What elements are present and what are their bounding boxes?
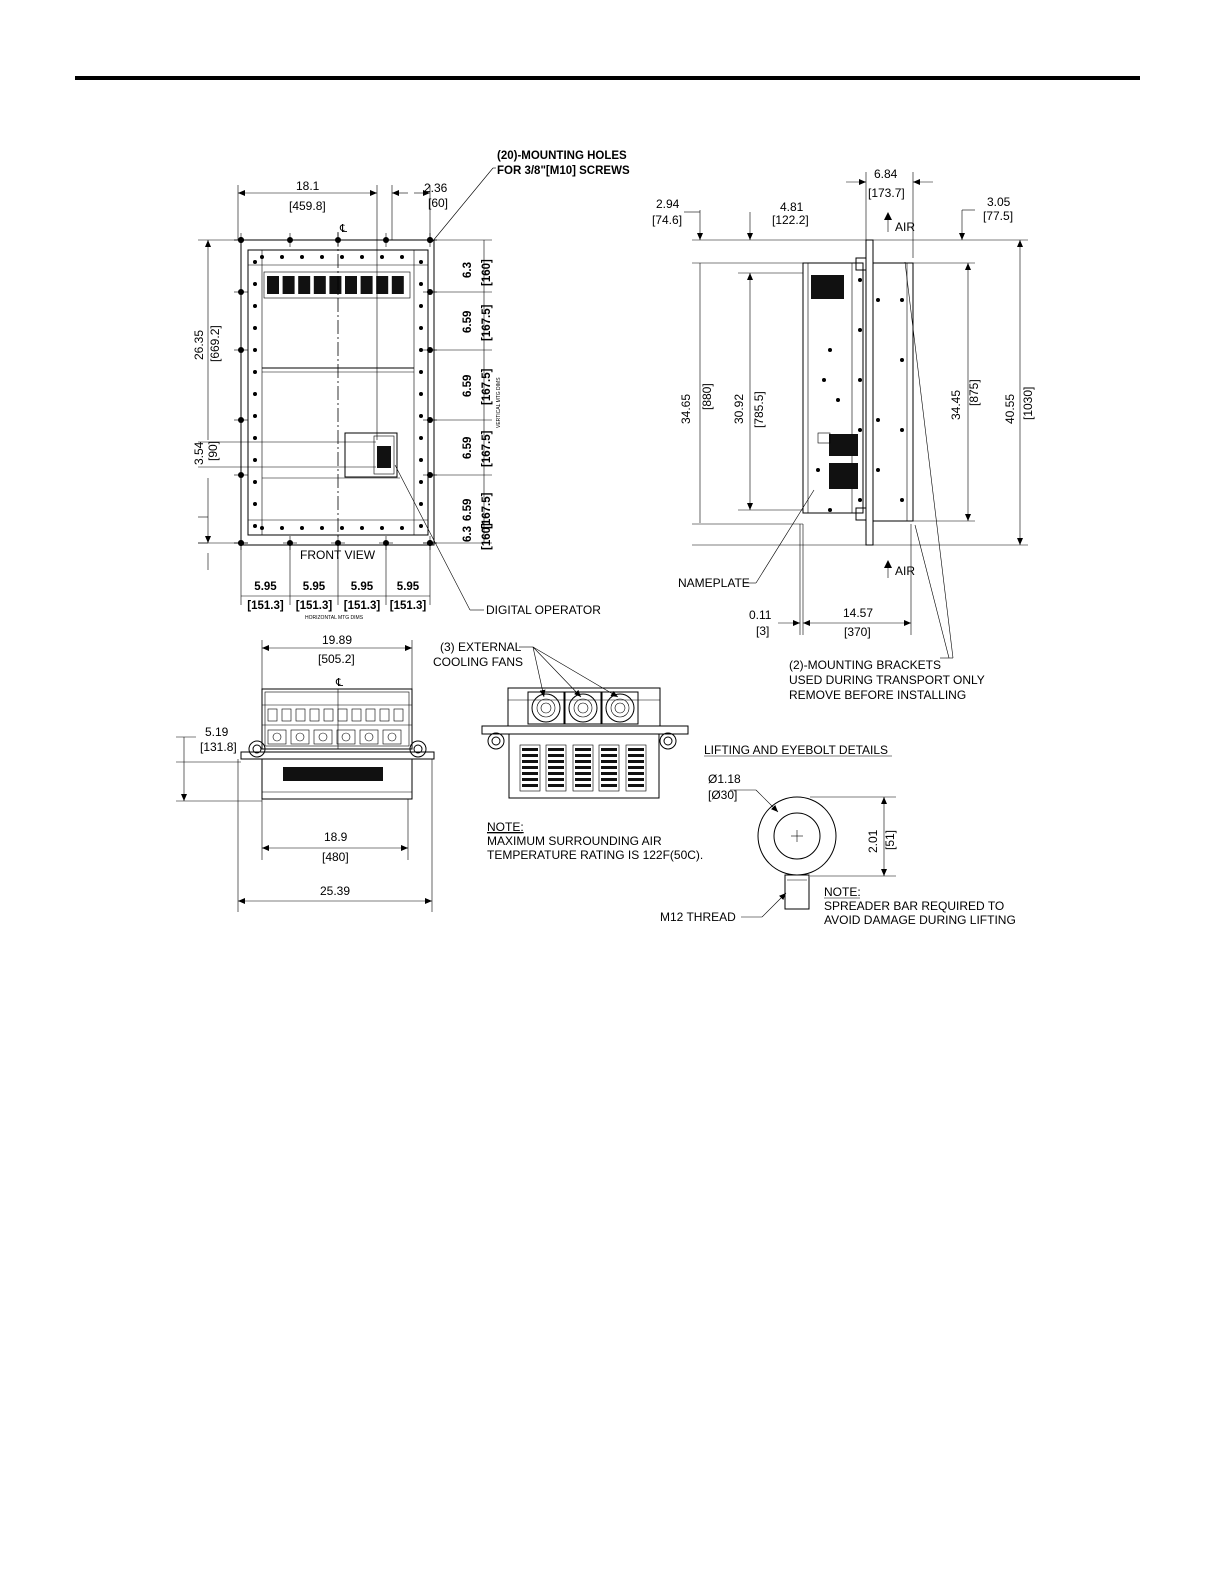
horizontal-pitch-dims <box>247 581 426 612</box>
air-bottom-label: AIR <box>895 564 916 578</box>
screw-dot <box>380 526 384 530</box>
front-width-in: 18.1 <box>296 179 320 193</box>
component <box>296 709 305 721</box>
side-h1-mm: [880] <box>700 383 714 410</box>
fan-housing <box>602 692 638 724</box>
screw-dot <box>320 526 324 530</box>
side-fastener <box>822 378 826 382</box>
horizontal-pitch-mm: [151.3] <box>247 600 284 612</box>
bottom-centerline: ℄ <box>336 677 344 689</box>
side-h1-in: 34.65 <box>679 393 693 424</box>
side-h4-in: 40.55 <box>1003 393 1017 424</box>
vertical-pitch-mm: [167.5] <box>481 492 493 529</box>
vertical-pitch-mm: [160] <box>481 523 493 550</box>
screw-dot <box>253 326 257 330</box>
bottom-top-in: 19.89 <box>322 633 353 647</box>
vertical-pitch-in: 6.59 <box>462 498 474 521</box>
side-fastener <box>900 428 904 432</box>
screw-dot <box>360 255 364 259</box>
bottom-inner-mm: [480] <box>322 850 349 864</box>
side-fastener <box>900 298 904 302</box>
eyebolt-dia-mm: [Ø30] <box>708 788 738 802</box>
side-fastener <box>836 398 840 402</box>
side-fastener <box>876 298 880 302</box>
brackets-line1: (2)-MOUNTING BRACKETS <box>789 658 942 672</box>
terminal-block <box>314 730 332 744</box>
vertical-pitch-dims <box>432 240 493 550</box>
screw-dot <box>320 255 324 259</box>
horizontal-pitch-mm: [151.3] <box>295 600 333 612</box>
eyebolt-title: LIFTING AND EYEBOLT DETAILS <box>704 743 889 757</box>
component <box>282 709 291 721</box>
eyebolt-note-line1: SPREADER BAR REQUIRED TO <box>824 899 1005 913</box>
front-offset-mm: [60] <box>428 196 449 210</box>
vent-slot <box>361 276 373 294</box>
screw-dot <box>340 526 344 530</box>
screw-dot <box>419 260 423 264</box>
screw-dot <box>419 480 423 484</box>
screw-dot <box>253 436 257 440</box>
screw-dot <box>253 370 257 374</box>
side-h3-in: 34.45 <box>949 389 963 420</box>
screw-dot <box>419 348 423 352</box>
horizontal-pitch-mm: [151.3] <box>343 600 381 612</box>
component <box>380 709 389 721</box>
component <box>324 709 333 721</box>
fans-note-line2: TEMPERATURE RATING IS 122F(50C). <box>487 848 704 862</box>
vent-slot <box>329 276 341 294</box>
vent-slot <box>314 276 326 294</box>
screw-dot <box>419 326 423 330</box>
side-fastener <box>858 378 862 382</box>
screw-dot <box>419 414 423 418</box>
bottom-inner-in: 18.9 <box>324 830 348 844</box>
screw-dot <box>253 502 257 506</box>
fans-note-line1: MAXIMUM SURROUNDING AIR <box>487 834 662 848</box>
vent-slot <box>298 276 310 294</box>
screw-dot <box>253 458 257 462</box>
screw-dot <box>300 526 304 530</box>
screw-dot <box>400 255 404 259</box>
side-d2-mm: [74.6] <box>652 213 683 227</box>
screw-dot <box>253 392 257 396</box>
front-view-label: FRONT VIEW <box>300 548 376 562</box>
fans-vent-slots <box>520 745 646 791</box>
side-h3-mm: [875] <box>967 379 981 406</box>
vertical-mtg-note: VERTICAL MTG DIMS <box>496 377 502 428</box>
fans-label-line1: (3) EXTERNAL <box>440 640 522 654</box>
side-fastener <box>858 278 862 282</box>
bottom-components <box>268 709 403 744</box>
terminal-block <box>360 730 378 744</box>
screw-dot <box>253 304 257 308</box>
vertical-pitch-mm: [167.5] <box>481 304 493 341</box>
side-fastener <box>828 508 832 512</box>
vent-slot <box>392 276 404 294</box>
side-h2-mm: [785.5] <box>752 391 766 428</box>
screw-dot <box>360 526 364 530</box>
screw-dot <box>253 480 257 484</box>
front-view <box>192 150 630 621</box>
screw-dot <box>253 282 257 286</box>
component <box>310 709 319 721</box>
vertical-pitch-mm: [167.5] <box>481 430 493 467</box>
screw-dot <box>253 414 257 418</box>
mounting-holes-line1: (20)-MOUNTING HOLES <box>497 150 627 162</box>
terminal-block <box>291 730 309 744</box>
eyebolt-h-mm: [51] <box>883 829 897 850</box>
screw-dot <box>419 370 423 374</box>
vent-slot <box>345 276 357 294</box>
side-d4-mm: [77.5] <box>983 209 1014 223</box>
side-d3-mm: [122.2] <box>772 213 809 227</box>
nameplate-label: NAMEPLATE <box>678 576 750 590</box>
eyebolt-thread-label: M12 THREAD <box>660 910 736 924</box>
side-b2-mm: [370] <box>844 625 871 639</box>
side-fastener <box>900 358 904 362</box>
side-fastener <box>858 428 862 432</box>
screw-dot <box>380 255 384 259</box>
component <box>394 709 403 721</box>
front-height-mm: [669.2] <box>208 325 222 362</box>
air-top-label: AIR <box>895 220 916 234</box>
front-centerline-symbol: ℄ <box>340 223 348 235</box>
air-top-arrow <box>884 212 892 220</box>
brackets-line3: REMOVE BEFORE INSTALLING <box>789 688 967 702</box>
fan-housing <box>528 692 564 724</box>
component <box>268 709 277 721</box>
screw-dot <box>340 255 344 259</box>
eyebolt-note-title: NOTE: <box>824 885 861 899</box>
screw-dot <box>253 348 257 352</box>
bottom-depth-in: 5.19 <box>205 725 229 739</box>
vertical-pitch-mm: [160] <box>481 259 493 286</box>
operator-offset-in: 3.54 <box>192 441 206 465</box>
component <box>338 709 347 721</box>
fan-icon <box>569 694 597 722</box>
screw-dot <box>400 526 404 530</box>
screw-dot <box>419 436 423 440</box>
screw-dot <box>253 524 257 528</box>
vent-slot <box>376 276 388 294</box>
fans-label-line2: COOLING FANS <box>433 655 524 669</box>
screw-dot <box>260 255 264 259</box>
screw-dot <box>253 260 257 264</box>
side-b1-mm: [3] <box>756 624 770 638</box>
side-fastener <box>816 468 820 472</box>
screw-dot <box>280 255 284 259</box>
screw-dot <box>419 304 423 308</box>
vertical-pitch-in: 6.59 <box>462 310 474 333</box>
horizontal-pitch-in: 5.95 <box>396 581 420 593</box>
side-b1-in: 0.11 <box>749 608 772 622</box>
side-fastener <box>876 418 880 422</box>
cooling-fans <box>528 692 638 724</box>
screw-dot <box>419 282 423 286</box>
vent-slot <box>267 276 279 294</box>
side-d1-mm: [173.7] <box>868 186 905 200</box>
screw-dot <box>260 526 264 530</box>
fan-housing <box>565 692 601 724</box>
vertical-pitch-in: 6.3 <box>462 526 474 542</box>
horizontal-pitch-in: 5.95 <box>254 581 277 593</box>
side-d4-in: 3.05 <box>987 195 1011 209</box>
brackets-line2: USED DURING TRANSPORT ONLY <box>789 673 985 687</box>
screw-dot <box>419 458 423 462</box>
operator-offset-mm: [90] <box>206 440 220 461</box>
fan-icon <box>606 694 634 722</box>
terminal-block <box>383 730 401 744</box>
side-d3-in: 4.81 <box>780 200 804 214</box>
bottom-top-mm: [505.2] <box>318 652 355 666</box>
side-view <box>652 167 1035 702</box>
front-height-in: 26.35 <box>192 329 206 360</box>
fan-icon <box>532 694 560 722</box>
horizontal-pitch-mm: [151.3] <box>389 600 427 612</box>
vertical-pitch-in: 6.3 <box>462 262 474 278</box>
side-h2-in: 30.92 <box>732 393 746 424</box>
vertical-pitch-in: 6.59 <box>462 374 474 397</box>
bottom-flange <box>241 752 434 759</box>
eyebolt-detail <box>660 743 1016 927</box>
vertical-pitch-in: 6.59 <box>462 436 474 459</box>
front-vent-grille <box>267 276 404 294</box>
bottom-view <box>176 633 434 912</box>
eyebolt-h-in: 2.01 <box>866 829 880 853</box>
side-fastener <box>900 498 904 502</box>
terminal-block <box>337 730 355 744</box>
eyebolt-dia-in: Ø1.18 <box>708 772 741 786</box>
front-offset-in: 2.36 <box>424 181 448 195</box>
digital-operator-label: DIGITAL OPERATOR <box>486 603 601 617</box>
fans-note-title: NOTE: <box>487 820 524 834</box>
screw-dot <box>280 526 284 530</box>
side-b2-in: 14.57 <box>843 606 874 620</box>
fans-view <box>433 640 703 862</box>
horizontal-pitch-in: 5.95 <box>302 581 326 593</box>
vertical-pitch-mm: [167.5] <box>481 368 493 405</box>
terminal-block <box>268 730 286 744</box>
side-fastener <box>876 468 880 472</box>
side-d1-in: 6.84 <box>874 167 898 181</box>
bottom-depth-mm: [131.8] <box>200 740 237 754</box>
horizontal-pitch-in: 5.95 <box>350 581 374 593</box>
air-bottom-arrow <box>884 560 892 568</box>
screw-dot <box>419 524 423 528</box>
vent-slot <box>283 276 295 294</box>
component <box>352 709 361 721</box>
component <box>366 709 375 721</box>
horizontal-mtg-note: HORIZONTAL MTG DIMS <box>305 615 364 621</box>
mounting-holes-line2: FOR 3/8"[M10] SCREWS <box>497 165 630 177</box>
side-fastener <box>858 498 862 502</box>
front-width-mm: [459.8] <box>289 199 326 213</box>
side-h4-mm: [1030] <box>1021 386 1035 420</box>
screw-dot <box>419 392 423 396</box>
side-fastener <box>828 348 832 352</box>
eyebolt-note-line2: AVOID DAMAGE DURING LIFTING <box>824 913 1016 927</box>
screw-dot <box>300 255 304 259</box>
side-d2-in: 2.94 <box>656 197 680 211</box>
bottom-overall-in: 25.39 <box>320 884 351 898</box>
side-fastener <box>858 328 862 332</box>
screw-dot <box>419 502 423 506</box>
side-flange <box>866 240 873 545</box>
